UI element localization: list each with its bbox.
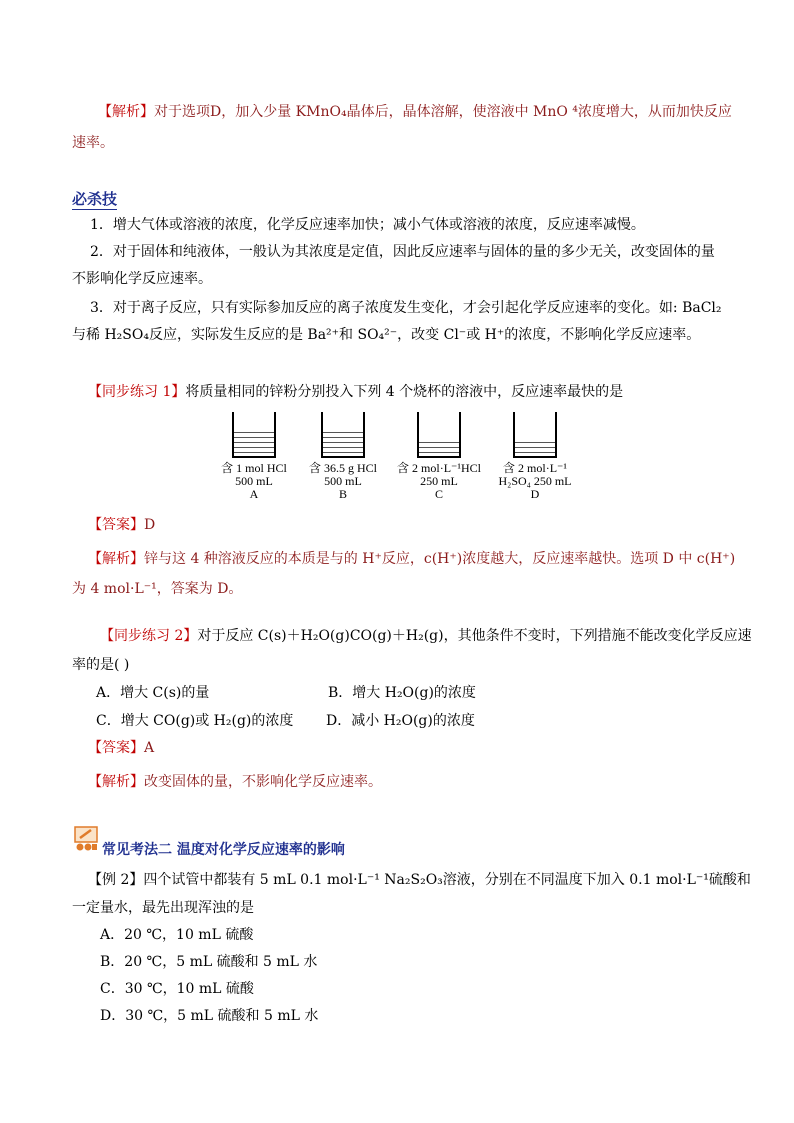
beaker-a [218,412,290,501]
example-2-option-b: B．20 ℃，5 mL 硫酸和 5 mL 水 [100,954,318,970]
section-2-title: 常见考法二 温度对化学反应速率的影响 [102,842,345,858]
exercise-2-option-c: C．增大 CO(g)或 H₂(g)的浓度 [96,713,294,729]
bisha-item-3b: 与稀 H₂SO₄反应，实际发生反应的是 Ba²⁺和 SO₄²⁻，改变 Cl⁻或 H⁺的浓度，不影响化学反应速率。 [72,327,701,343]
beaker-a-label-2: 500 mL [235,474,273,488]
beaker-b-label-2: 500 mL [324,474,362,488]
exercise-1-answer [88,514,155,534]
beaker-b-label-3: B [338,487,347,501]
bisha-item-2a: 2．对于固体和纯液体，一般认为其浓度是定值，因此反应速率与固体的量的多少无关，改变固体的量 [90,244,715,260]
pencil-book-icon [74,826,98,852]
beaker-d [490,412,580,501]
exercise-2-explanation [88,771,382,791]
example-2-option-a: A．20 ℃，10 mL 硫酸 [100,927,254,943]
analysis-text-cont: 速率。 [72,135,114,151]
explanation-text-2: 改变固体的量，不影响化学反应速率。 [144,774,382,790]
answer-value: D [144,517,156,533]
beaker-c-label-3: C [434,487,443,501]
beaker-b [305,412,381,501]
beaker-b-icon [321,412,365,458]
example-2-option-d: D．30 ℃，5 mL 硫酸和 5 mL 水 [100,1008,319,1024]
exercise-2-option-b: B．增大 H₂O(g)的浓度 [328,685,476,701]
exercise-2-answer [88,737,154,757]
answer-label-2: 【答案】 [88,740,144,756]
answer-label: 【答案】 [88,517,144,533]
beaker-d-icon [513,412,557,458]
answer-value-2: A [144,740,155,756]
example-2-question-cont: 一定量水，最先出现浑浊的是 [72,900,254,916]
beaker-a-label-3: A [249,487,259,501]
analysis-paragraph-1 [98,101,732,121]
exercise-2-label: 【同步练习 2】 [100,628,198,644]
exercise-2-option-d: D．减小 H₂O(g)的浓度 [326,713,475,729]
bisha-title: 必杀技 [72,190,118,208]
beaker-c-label-1: 含 2 mol·L⁻¹HCl [397,461,481,475]
bisha-item-3a: 3．对于离子反应，只有实际参加反应的离子浓度发生变化，才会引起化学反应速率的变化。如: BaCl₂ [90,300,722,316]
beaker-a-icon [232,412,276,458]
exercise-1-explanation [88,548,735,568]
explanation-label-2: 【解析】 [88,774,144,790]
example-2-question: 【例 2】四个试管中都装有 5 mL 0.1 mol·L⁻¹ Na₂S₂O₃溶液，分别在不同温度下加入 0.1 mol·L⁻¹硫酸和 [88,872,751,888]
beaker-c-label-2: 250 mL [420,474,458,488]
beaker-a-label-1: 含 1 mol HCl [221,461,287,475]
bisha-item-2b: 不影响化学反应速率。 [72,271,212,287]
beaker-d-label-1: 含 2 mol·L⁻¹ [503,461,567,475]
exercise-2-question [100,625,752,645]
example-2-option-c: C．30 ℃，10 mL 硫酸 [100,981,254,997]
beaker-d-label-3: D [530,487,540,501]
exercise-2-text: 对于反应 C(s)＋H₂O(g)CO(g)＋H₂(g)，其他条件不变时，下列措施不能改变化学反应速 [197,628,752,644]
exercise-1-text: 将质量相同的锌粉分别投入下列 4 个烧杯的溶液中，反应速率最快的是 [185,384,624,400]
explanation-text: 锌与这 4 种溶液反应的本质是与的 H⁺反应，c(H⁺)浓度越大，反应速率越快。选项 D 中 c(H⁺) [144,551,736,567]
exercise-2-option-a: A．增大 C(s)的量 [96,685,210,701]
exercise-1-explanation-cont: 为 4 mol·L⁻¹，答案为 D。 [72,581,243,597]
analysis-text: 对于选项D，加入少量 KMnO₄晶体后，晶体溶解，使溶液中 MnO ⁴浓度增大，从而加快反应 [154,104,732,120]
beaker-c [391,412,487,501]
explanation-label: 【解析】 [88,551,144,567]
bisha-item-1: 1．增大气体或溶液的浓度，化学反应速率加快；减小气体或溶液的浓度，反应速率减慢。 [90,217,645,233]
exercise-2-question-cont: 率的是( ) [72,657,130,673]
beaker-c-icon [417,412,461,458]
beaker-b-label-1: 含 36.5 g HCl [308,461,377,475]
analysis-label: 【解析】 [98,104,154,120]
exercise-1-question [88,381,623,401]
beaker-d-label-2: H₂SO₄ 250 mL [498,474,572,488]
exercise-1-label: 【同步练习 1】 [88,384,186,400]
